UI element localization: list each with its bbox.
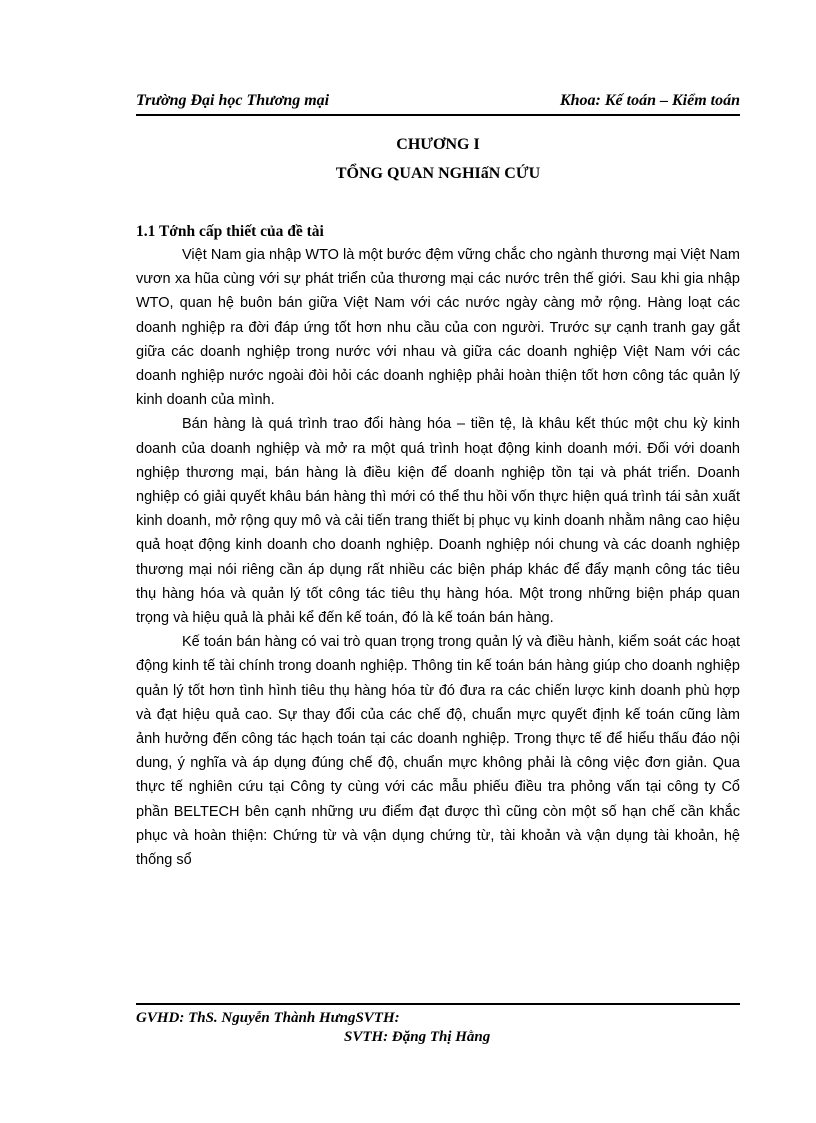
page-header xyxy=(136,92,740,114)
header-faculty: Khoa: Kế toán – Kiểm toán xyxy=(559,92,740,109)
footer-student: SVTH: Đặng Thị Hằng xyxy=(344,1029,491,1045)
section-heading: 1.1 Tớnh cấp thiết của đề tài xyxy=(136,223,324,240)
paragraph-3: Kế toán bán hàng có vai trò quan trọng trong quản lý và điều hành, kiểm soát các hoạt động kinh tế tài chính trong doanh nghiệp. Thông tin kế toán bán hàng giúp cho doanh nghiệp quản lý tốt hơn tình hình tiêu thụ hàng hóa từ đó đưa ra các chiến lược kinh doanh phù hợp và đạt hiệu quả cao. Sự thay đổi của các chế độ, chuẩn mực quyết định kế toán cũng làm ảnh hưởng đến công tác hạch toán tại các doanh nghiệp. Trong thực tế để hiểu thấu đáo nội dung, ý nghĩa và áp dụng đúng chế độ, chuẩn mực không phải là công việc đơn giản. Qua thực tế nghiên cứu tại Công ty cùng với các mẫu phiếu điều tra phỏng vấn tại công ty Cổ phần BELTECH bên cạnh những ưu điểm đạt được thì cũng còn một số hạn chế cần khắc phục và hoàn thiện: Chứng từ và vận dụng chứng từ, tài khoản và vận dụng tài khoản, hệ thống sổ xyxy=(136,634,740,869)
paragraph-2: Bán hàng là quá trình trao đổi hàng hóa – tiền tệ, là khâu kết thúc một chu kỳ kinh doanh của doanh nghiệp và mở ra một quá trình hoạt động kinh doanh mới. Đối với doanh nghiệp thương mại, bán hàng là điều kiện để doanh nghiệp tồn tại và phát triển. Doanh nghiệp có giải quyết khâu bán hàng thì mới có thể thu hồi vốn thực hiện quá trình tái sản xuất kinh doanh, mở rộng quy mô và cải tiến trang thiết bị phục vụ kinh doanh nhằm nâng cao hiệu quả hoạt động kinh doanh cho doanh nghiệp. Doanh nghiệp nói chung và các doanh nghiệp thương mại nói riêng cần áp dụng rất nhiều các biện pháp khác để đẩy mạnh công tác tiêu thụ hàng hóa và quản lý tốt công tác tiêu thụ hàng hóa. Một trong những biện pháp quan trọng và hiệu quả là phải kể đến kế toán, đó là kế toán bán hàng. xyxy=(136,416,740,627)
paragraph-1: Việt Nam gia nhập WTO là một bước đệm vững chắc cho ngành thương mại Việt Nam vươn xa hũa cùng với sự phát triển của thương mại các nước trên thế giới. Sau khi gia nhập WTO, quan hệ buôn bán giữa Việt Nam với các nước ngày càng mở rộng. Hàng loạt các doanh nghiệp ra đời đáp ứng tốt hơn nhu cầu của con người. Trước sự cạnh tranh gay gắt giữa các doanh nghiệp trong nước với nhau và giữa các doanh nghiệp Việt Nam với các doanh nghiệp nước ngoài đòi hỏi các doanh nghiệp phải hoàn thiện tốt hơn công tác quản lý kinh doanh của mình. xyxy=(136,247,740,409)
header-university: Trường Đại học Thương mại xyxy=(136,92,330,109)
chapter-title: TỔNG QUAN NGHIấN CỨU xyxy=(335,165,541,182)
chapter-number: CHƯƠNG I xyxy=(396,136,480,153)
header-rule xyxy=(136,114,740,116)
footer-rule xyxy=(136,1003,740,1005)
body-text xyxy=(136,243,740,872)
footer-supervisor: GVHD: ThS. Nguyễn Thành HưngSVTH: xyxy=(136,1010,400,1026)
